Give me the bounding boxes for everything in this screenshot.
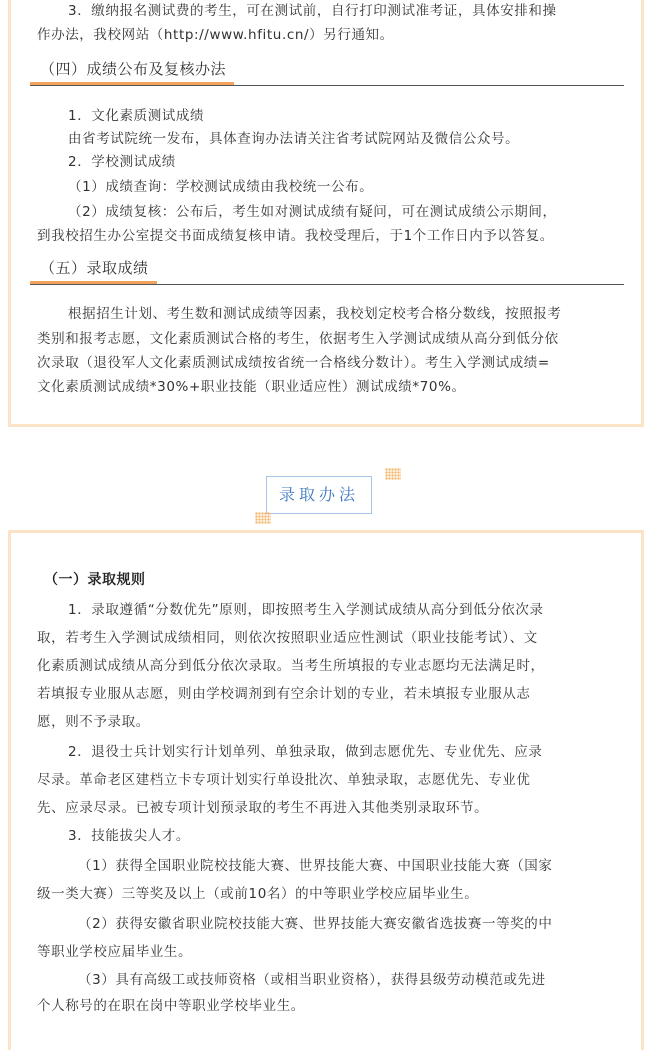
- section-divider: [30, 85, 624, 86]
- section-title-admission-rules: （一）录取规则: [44, 572, 146, 588]
- rules-line-8: 先、应录尽录。已被专项计划预录取的考生不再进入其他类别录取环节。: [37, 800, 489, 816]
- score-line-4: （1）成绩查询：学校测试成绩由我校统一公布。: [68, 179, 374, 195]
- admission-score-line-3: 次录取（退役军人文化素质测试成绩按省统一合格线分数计）。考生入学测试成绩=: [37, 355, 550, 371]
- rules-line-2: 取，若考生入学测试成绩相同，则依次按照职业适应性测试（职业技能考试）、文: [37, 630, 538, 646]
- admission-score-line-1: 根据招生计划、考生数和测试成绩等因素，我校划定校考合格分数线，按照报考: [68, 306, 562, 322]
- score-line-2: 由省考试院统一发布，具体查询办法请关注省考试院网站及微信公众号。: [68, 131, 520, 147]
- rules-line-6: 2．退役士兵计划实行计划单列、单独录取，做到志愿优先、专业优先、应录: [68, 744, 543, 760]
- score-line-1: 1．文化素质测试成绩: [68, 108, 205, 124]
- rules-line-10: （1）获得全国职业院校技能大赛、世界技能大赛、中国职业技能大赛（国家: [78, 858, 553, 874]
- rules-line-9: 3．技能拔尖人才。: [68, 828, 190, 844]
- badge-title: 录取办法: [278, 485, 359, 504]
- section-divider: [30, 284, 624, 285]
- admission-score-line-2: 类别和报考志愿，文化素质测试合格的考生，依据考生入学测试成绩从高分到低分依: [37, 331, 559, 347]
- rules-line-14: （3）具有高级工或技师资格（或相当职业资格），获得县级劳动模范或先进: [78, 972, 546, 988]
- score-line-6: 到我校招生办公室提交书面成绩复核申请。我校受理后，于1个工作日内予以答复。: [37, 228, 554, 244]
- decorative-dots: [385, 468, 401, 480]
- rules-line-11: 级一类大赛）三等奖及以上（或前10名）的中等职业学校应届毕业生。: [37, 886, 479, 902]
- score-line-5: （2）成绩复核：公布后，考生如对测试成绩有疑问，可在测试成绩公示期间，: [68, 204, 557, 220]
- rules-line-12: （2）获得安徽省职业院校技能大赛、世界技能大赛安徽省选拔赛一等奖的中: [78, 916, 553, 932]
- rules-line-4: 若填报专业服从志愿，则由学校调剂到有空余计划的专业，若未填报专业服从志: [37, 686, 531, 702]
- rules-line-7: 尽录。革命老区建档立卡专项计划实行单设批次、单独录取，志愿优先、专业优: [37, 772, 531, 788]
- admission-score-line-4: 文化素质测试成绩*30%+职业技能（职业适应性）测试成绩*70%。: [37, 379, 466, 395]
- rules-line-3: 化素质测试成绩从高分到低分依次录取。当考生所填报的专业志愿均无法满足时，: [37, 658, 545, 674]
- score-line-3: 2．学校测试成绩: [68, 154, 176, 170]
- section-badge: [266, 476, 372, 514]
- rules-line-5: 愿，则不予录取。: [37, 714, 150, 730]
- section-header-score-publish: [30, 56, 624, 84]
- fee-paragraph-line-2: 作办法，我校网站（http://www.hfitu.cn/）另行通知。: [37, 27, 394, 43]
- fee-paragraph-line-1: 3．缴纳报名测试费的考生，可在测试前，自行打印测试准考证，具体安排和操: [68, 3, 557, 19]
- decorative-dots: [255, 512, 271, 524]
- rules-line-1: 1．录取遵循“分数优先”原则，即按照考生入学测试成绩从高分到低分依次录: [68, 602, 544, 618]
- rules-line-15: 个人称号的在职在岗中等职业学校毕业生。: [37, 998, 305, 1014]
- section-title-admission-score: （五）录取成绩: [30, 255, 157, 284]
- section-header-admission-score: [30, 255, 624, 283]
- section-title-score-publish: （四）成绩公布及复核办法: [30, 56, 234, 85]
- rules-line-13: 等职业学校应届毕业生。: [37, 944, 193, 960]
